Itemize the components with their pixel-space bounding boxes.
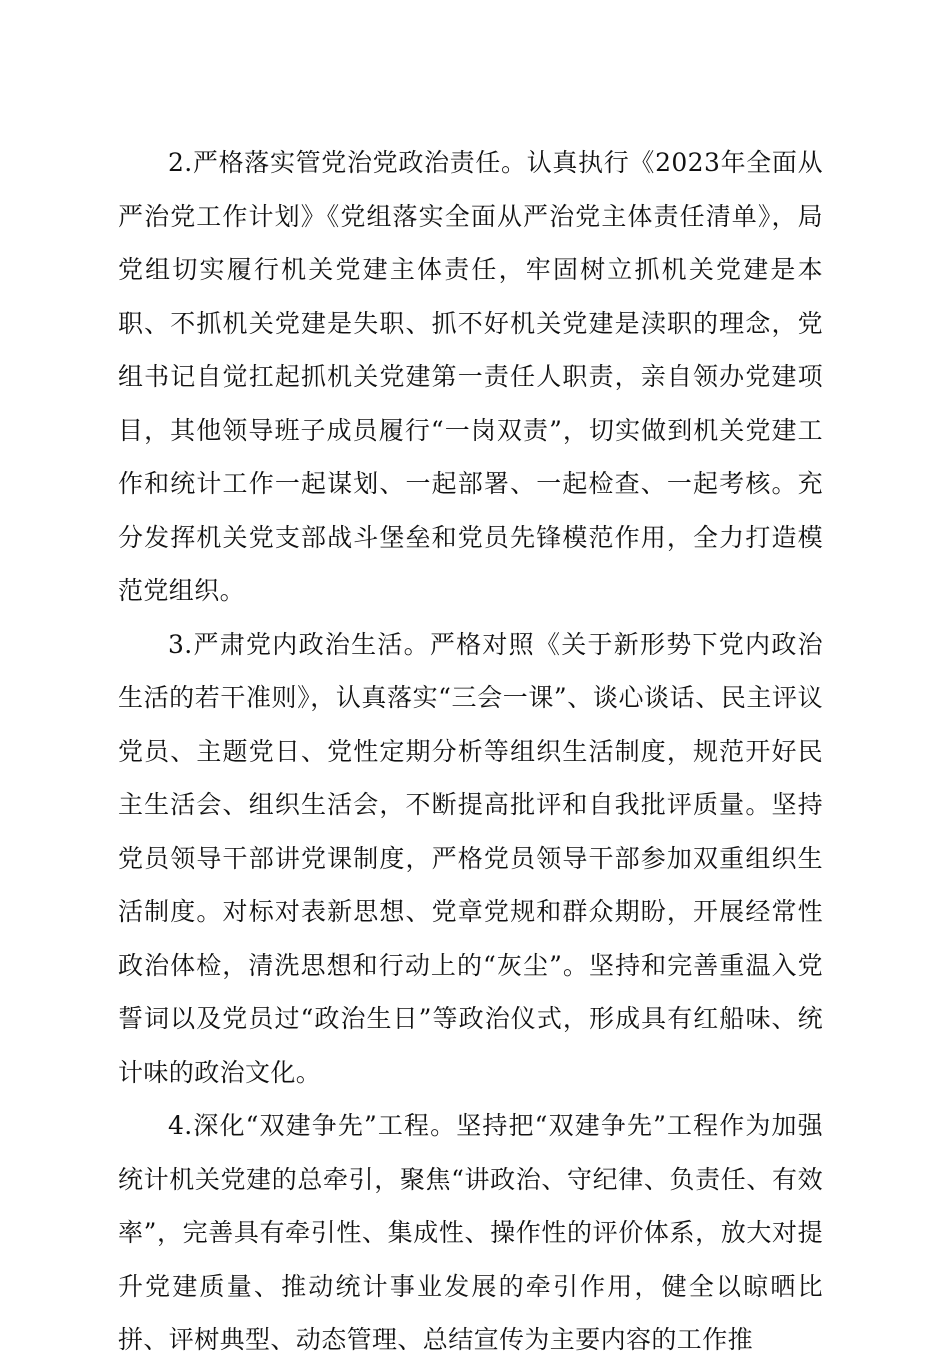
- document-body: [118, 136, 823, 1367]
- paragraph-item-2: 2.严格落实管党治党政治责任。认真执行《2023年全面从严治党工作计划》《党组落实全面从严治党主体责任清单》，局党组切实履行机关党建主体责任，牢固树立抓机关党建是本职、不抓机关党建是失职、抓不好机关党建是渎职的理念，党组书记自觉扛起抓机关党建第一责任人职责，亲自领办党建项目，其他领导班子成员履行“一岗双责”，切实做到机关党建工作和统计工作一起谋划、一起部署、一起检查、一起考核。充分发挥机关党支部战斗堡垒和党员先锋模范作用，全力打造模范党组织。: [118, 148, 823, 605]
- paragraph-item-4: 4.深化“双建争先”工程。坚持把“双建争先”工程作为加强统计机关党建的总牵引，聚焦“讲政治、守纪律、负责任、有效率”，完善具有牵引性、集成性、操作性的评价体系，放大对提升党建质量、推动统计事业发展的牵引作用，健全以晾晒比拼、评树典型、动态管理、总结宣传为主要内容的工作推: [118, 1111, 823, 1354]
- paragraph-item-3: 3.严肃党内政治生活。严格对照《关于新形势下党内政治生活的若干准则》，认真落实“三会一课”、谈心谈话、民主评议党员、主题党日、党性定期分析等组织生活制度，规范开好民主生活会、组织生活会，不断提高批评和自我批评质量。坚持党员领导干部讲党课制度，严格党员领导干部参加双重组织生活制度。对标对表新思想、党章党规和群众期盼，开展经常性政治体检，清洗思想和行动上的“灰尘”。坚持和完善重温入党誓词以及党员过“政治生日”等政治仪式，形成具有红船味、统计味的政治文化。: [118, 629, 823, 1087]
